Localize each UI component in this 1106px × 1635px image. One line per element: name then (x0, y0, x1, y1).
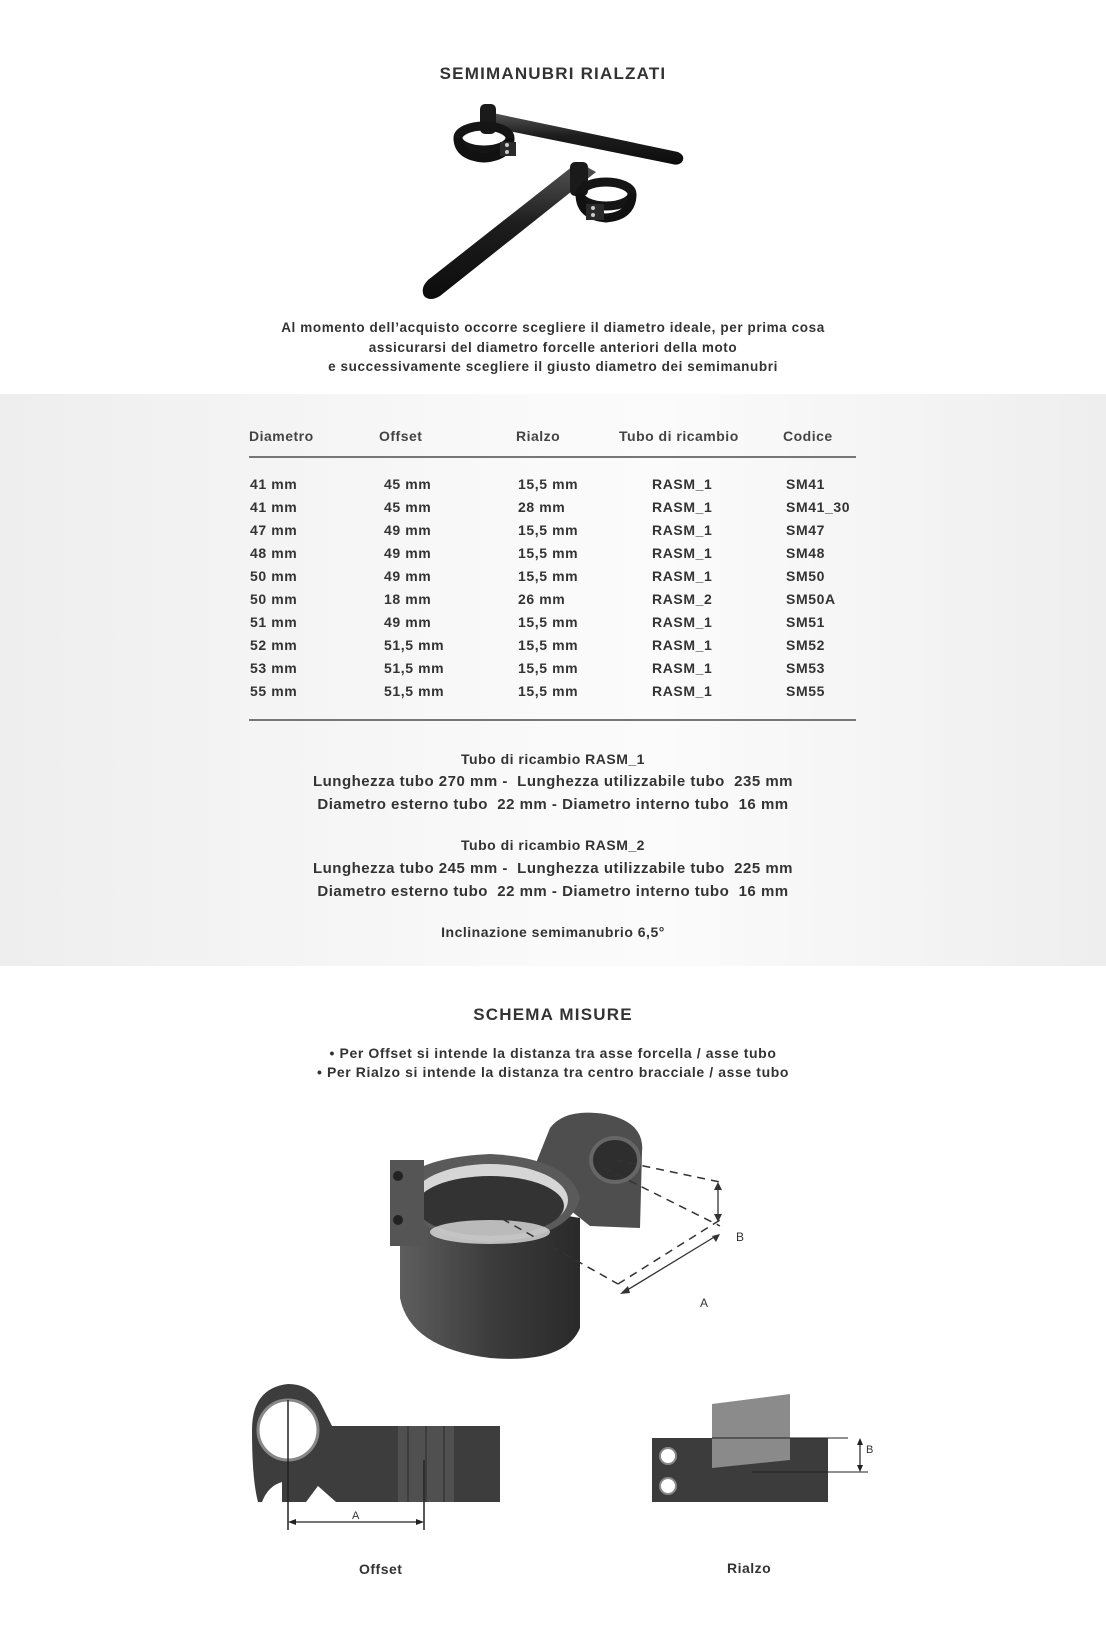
inclination-text: Inclinazione semimanubrio 6,5° (441, 924, 665, 940)
rialzo-side-view-diagram (648, 1392, 888, 1510)
spare1-title: Tubo di ricambio RASM_1 (461, 751, 645, 767)
cell-diametro: 50 mm (250, 591, 298, 607)
spare1-line1: Lunghezza tubo 270 mm - Lunghezza utilizzabile tubo 235 mm (312, 773, 794, 790)
schema-bullet-rialzo: • Per Rialzo si intende la distanza tra centro bracciale / asse tubo (316, 1064, 790, 1080)
cell-rialzo: 15,5 mm (518, 568, 579, 584)
cell-diametro: 50 mm (250, 568, 298, 584)
cell-diametro: 51 mm (250, 614, 298, 630)
cell-diametro: 48 mm (250, 545, 298, 561)
cell-diametro: 41 mm (250, 476, 298, 492)
cell-rialzo: 15,5 mm (518, 660, 579, 676)
cell-codice: SM47 (786, 522, 825, 538)
cell-tubo: RASM_1 (652, 568, 713, 584)
cell-rialzo: 15,5 mm (518, 545, 579, 561)
cell-codice: SM41_30 (786, 499, 851, 515)
cell-tubo: RASM_1 (652, 476, 713, 492)
cell-offset: 18 mm (384, 591, 432, 607)
page-title: SEMIMANUBRI RIALZATI (439, 64, 667, 83)
cell-codice: SM41 (786, 476, 825, 492)
cell-diametro: 41 mm (250, 499, 298, 515)
cell-codice: SM53 (786, 660, 825, 676)
cell-codice: SM48 (786, 545, 825, 561)
table-footer-divider (249, 719, 856, 721)
offset-side-view-diagram (248, 1380, 508, 1536)
intro-line: e successivamente scegliere il giusto diametro dei semimanubri (328, 359, 778, 374)
cell-offset: 49 mm (384, 522, 432, 538)
cell-rialzo: 15,5 mm (518, 476, 579, 492)
cell-offset: 51,5 mm (384, 637, 445, 653)
cell-codice: SM52 (786, 637, 825, 653)
spare2-title: Tubo di ricambio RASM_2 (461, 837, 645, 853)
caption-offset: Offset (359, 1561, 403, 1577)
cell-diametro: 53 mm (250, 660, 298, 676)
cell-rialzo: 15,5 mm (518, 637, 579, 653)
cell-rialzo: 15,5 mm (518, 614, 579, 630)
cell-tubo: RASM_1 (652, 545, 713, 561)
spare1-line2: Diametro esterno tubo 22 mm - Diametro interno tubo 16 mm (317, 796, 789, 813)
label-b-rialzo: B (866, 1444, 874, 1456)
schema-title: SCHEMA MISURE (473, 1005, 633, 1024)
spare2-line2: Diametro esterno tubo 22 mm - Diametro interno tubo 16 mm (317, 883, 789, 900)
cell-offset: 51,5 mm (384, 660, 445, 676)
column-header-tubo: Tubo di ricambio (619, 428, 739, 444)
cell-tubo: RASM_1 (652, 614, 713, 630)
spare2-line1: Lunghezza tubo 245 mm - Lunghezza utilizzabile tubo 225 mm (312, 860, 794, 877)
label-a-iso: A (700, 1296, 709, 1310)
schema-bullet-offset: • Per Offset si intende la distanza tra asse forcella / asse tubo (329, 1045, 777, 1061)
cell-tubo: RASM_1 (652, 683, 713, 699)
column-header-offset: Offset (379, 428, 423, 444)
intro-line: assicurarsi del diametro forcelle anteriori della moto (368, 339, 738, 355)
cell-rialzo: 15,5 mm (518, 683, 579, 699)
table-header-divider (249, 456, 856, 458)
cell-diametro: 55 mm (250, 683, 298, 699)
cell-tubo: RASM_2 (652, 591, 713, 607)
intro-line: Al momento dell’acquisto occorre scegliere il diametro ideale, per prima cosa (281, 320, 825, 335)
cell-rialzo: 28 mm (518, 499, 566, 515)
cell-rialzo: 15,5 mm (518, 522, 579, 538)
cell-tubo: RASM_1 (652, 637, 713, 653)
label-b-iso: B (736, 1230, 745, 1244)
cell-offset: 45 mm (384, 499, 432, 515)
cell-diametro: 52 mm (250, 637, 298, 653)
cell-offset: 49 mm (384, 568, 432, 584)
cell-tubo: RASM_1 (652, 660, 713, 676)
column-header-codice: Codice (783, 428, 833, 444)
intro-text (0, 318, 1106, 377)
cell-offset: 49 mm (384, 614, 432, 630)
cell-tubo: RASM_1 (652, 522, 713, 538)
cell-codice: SM50A (786, 591, 836, 607)
label-a-offset: A (352, 1510, 360, 1522)
cell-rialzo: 26 mm (518, 591, 566, 607)
cell-tubo: RASM_1 (652, 499, 713, 515)
clamp-isometric-diagram (390, 1108, 780, 1364)
cell-codice: SM50 (786, 568, 825, 584)
cell-diametro: 47 mm (250, 522, 298, 538)
cell-offset: 51,5 mm (384, 683, 445, 699)
column-header-diametro: Diametro (249, 428, 314, 444)
column-header-rialzo: Rialzo (516, 428, 561, 444)
cell-offset: 49 mm (384, 545, 432, 561)
cell-codice: SM51 (786, 614, 825, 630)
caption-rialzo: Rialzo (727, 1560, 772, 1576)
clip-on-handlebars-image (410, 100, 700, 306)
cell-codice: SM55 (786, 683, 825, 699)
cell-offset: 45 mm (384, 476, 432, 492)
